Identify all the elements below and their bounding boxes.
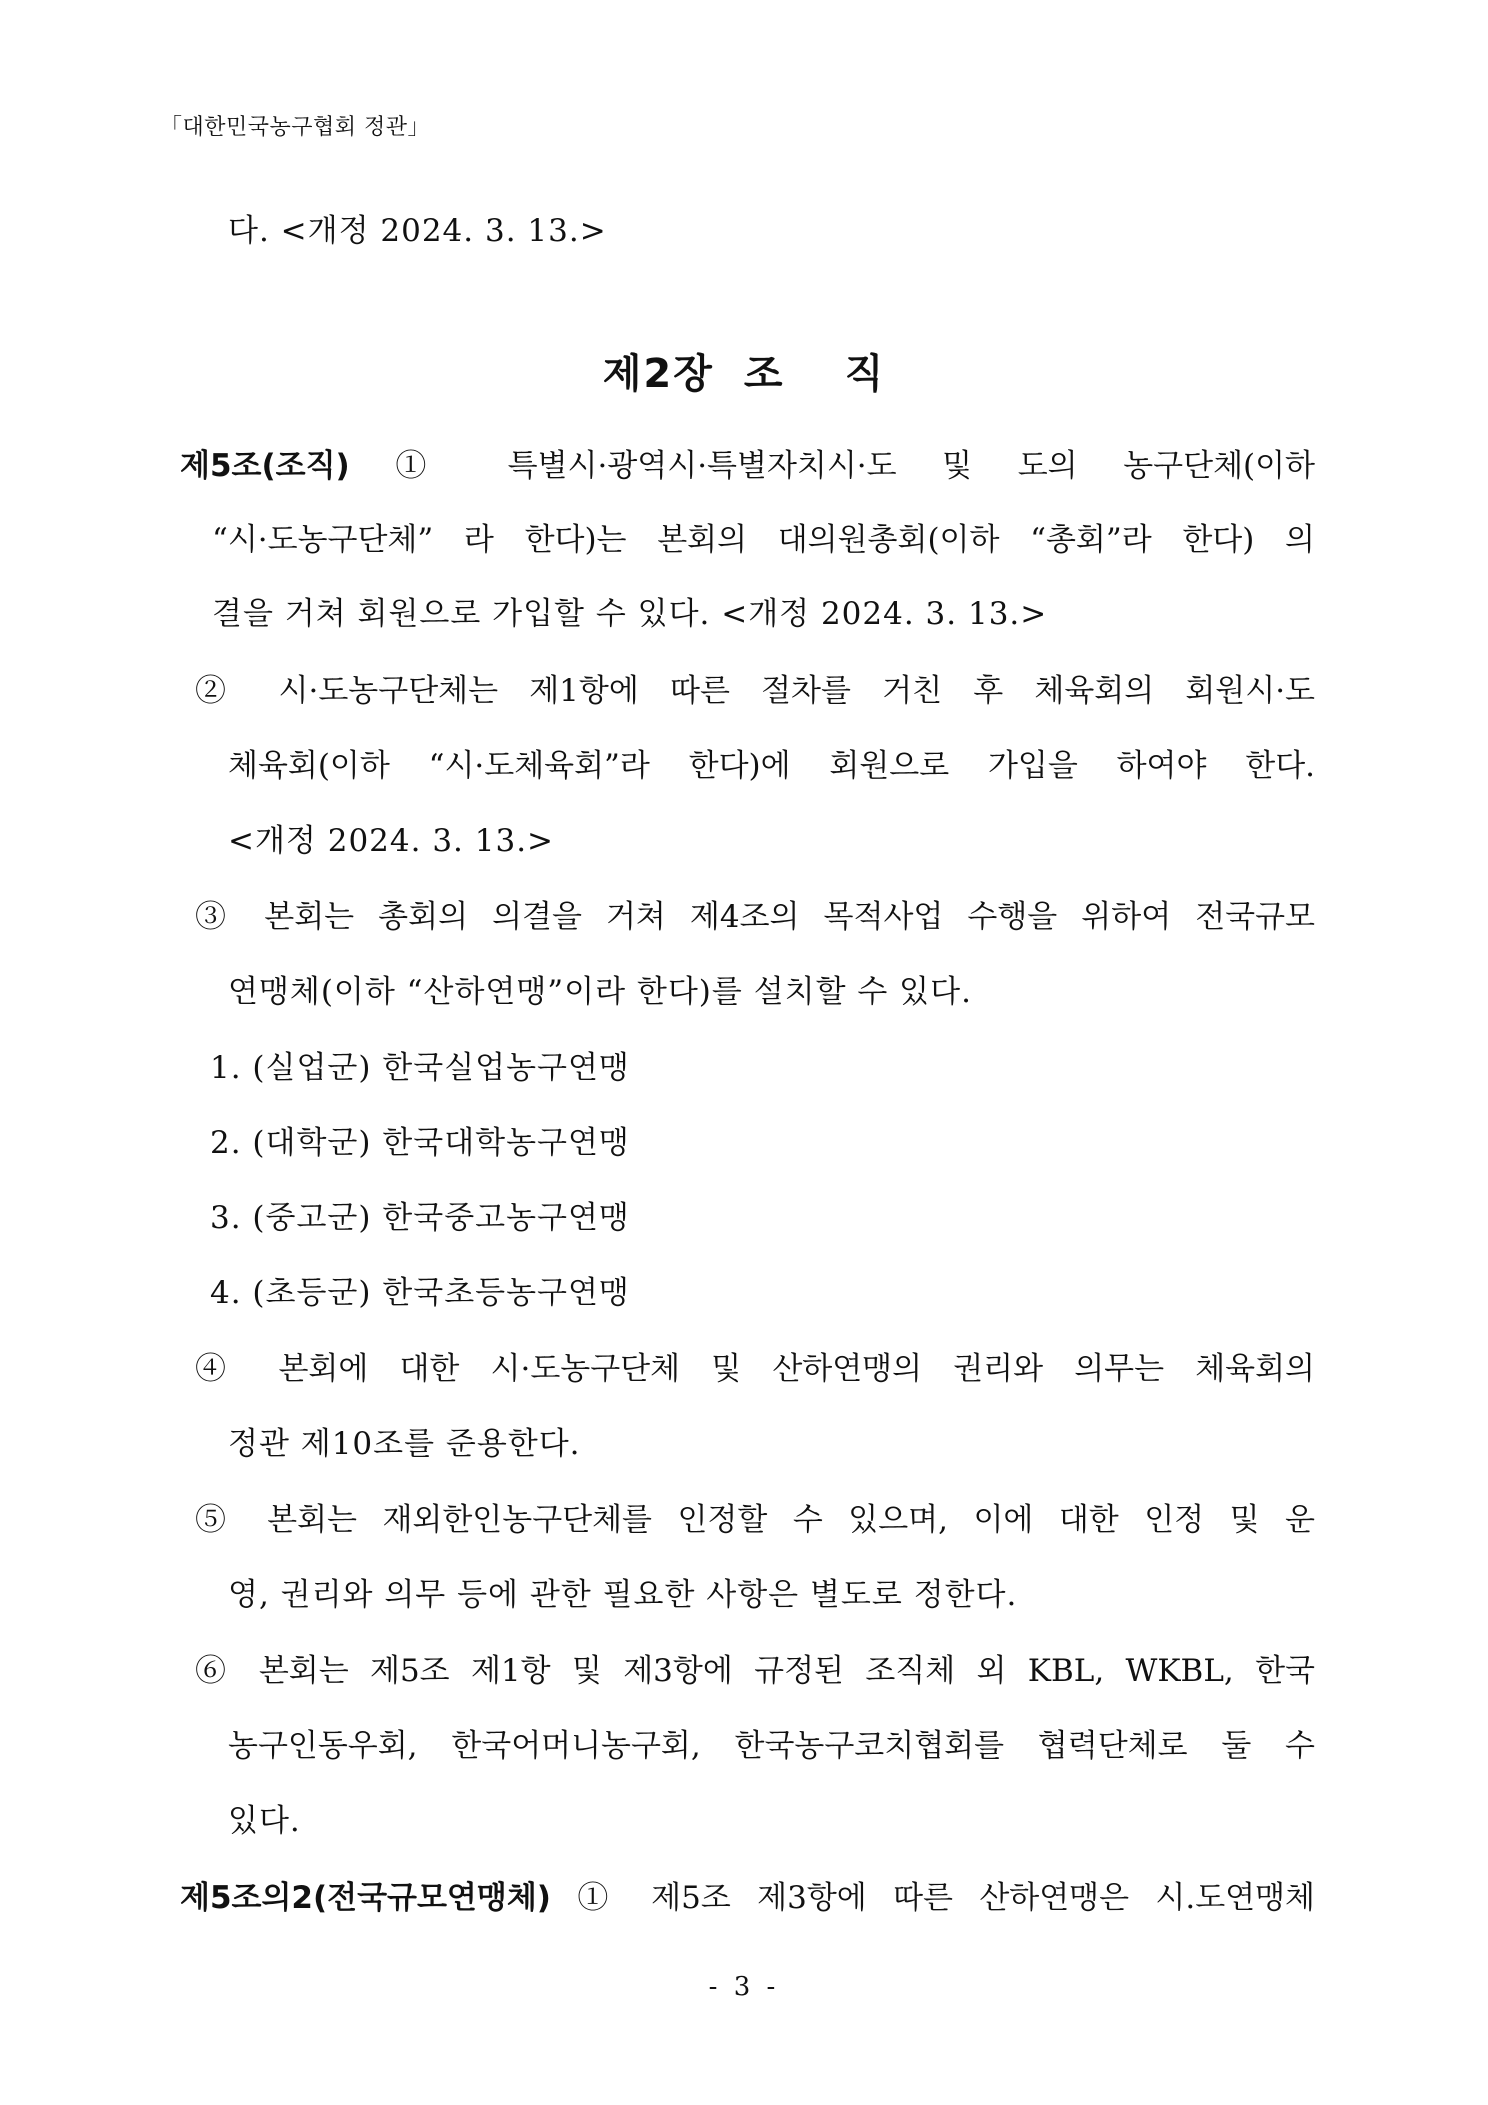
article-5-paragraph-6-line-1: ⑥ 본회는 제5조 제1항 및 제3항에 규정된 조직체 외 KBL, WKBL, 한국	[195, 1653, 1315, 1689]
list-item: 1. (실업군) 한국실업농구연맹	[210, 1050, 630, 1086]
page-number: - 3 -	[708, 1972, 780, 2002]
list-item: 3. (중고군) 한국중고농구연맹	[210, 1200, 630, 1236]
article-5-paragraph-1-line-3: 결을 거쳐 회원으로 가입할 수 있다. <개정 2024. 3. 13.>	[212, 596, 1048, 632]
article-5-paragraph-5-line-2: 영, 권리와 의무 등에 관한 필요한 사항은 별도로 정한다.	[228, 1577, 1018, 1613]
list-item: 2. (대학군) 한국대학농구연맹	[210, 1125, 630, 1161]
article-5-paragraph-3-line-2: 연맹체(이하 “산하연맹”이라 한다)를 설치할 수 있다.	[228, 974, 972, 1010]
article-5-paragraph-4-line-1: ④ 본회에 대한 시·도농구단체 및 산하연맹의 권리와 의무는 체육회의	[195, 1351, 1315, 1387]
article-5-paragraph-2-line-1: ② 시·도농구단체는 제1항에 따른 절차를 거친 후 체육회의 회원시·도	[195, 673, 1315, 709]
document-header: 「대한민국농구협회 정관」	[160, 115, 431, 140]
article-5-paragraph-1-line-2: “시·도농구단체” 라 한다)는 본회의 대의원총회(이하 “총회”라 한다) 의	[212, 522, 1315, 558]
chapter-number: 제2장	[602, 351, 714, 397]
article-5-paragraph-5-line-1: ⑤ 본회는 재외한인농구단체를 인정할 수 있으며, 이에 대한 인정 및 운	[195, 1502, 1315, 1538]
article-5-2-paragraph-1-line-1: 제5조의2(전국규모연맹체) ① 제5조 제3항에 따른 산하연맹은 시.도연맹체	[180, 1880, 1316, 1916]
chapter-title-char-1: 조	[743, 351, 785, 397]
article-5-paragraph-2-line-2: 체육회(이하 “시·도체육회”라 한다)에 회원으로 가입을 하여야 한다.	[228, 748, 1315, 784]
article-5-paragraph-4-line-2: 정관 제10조를 준용한다.	[228, 1426, 581, 1462]
article-5-paragraph-3-line-1: ③ 본회는 총회의 의결을 거쳐 제4조의 목적사업 수행을 위하여 전국규모	[195, 899, 1315, 935]
chapter-heading	[0, 342, 1488, 399]
article-5-paragraph-6-line-2: 농구인동우회, 한국어머니농구회, 한국농구코치협회를 협력단체로 둘 수	[228, 1728, 1315, 1764]
article-5-title: 제5조(조직)	[180, 448, 350, 484]
article-5-paragraph-2-line-3: <개정 2024. 3. 13.>	[228, 823, 555, 859]
article-5-2-title: 제5조의2(전국규모연맹체)	[180, 1880, 551, 1916]
article-5-paragraph-6-line-3: 있다.	[228, 1803, 301, 1839]
list-item: 4. (초등군) 한국초등농구연맹	[210, 1275, 630, 1311]
chapter-title-char-2: 직	[844, 351, 886, 397]
article-5-paragraph-1-line-1: 제5조(조직) ① 특별시·광역시·특별자치시·도 및 도의 농구단체(이하	[180, 448, 1315, 484]
carry-over-line: 다. <개정 2024. 3. 13.>	[228, 213, 607, 249]
